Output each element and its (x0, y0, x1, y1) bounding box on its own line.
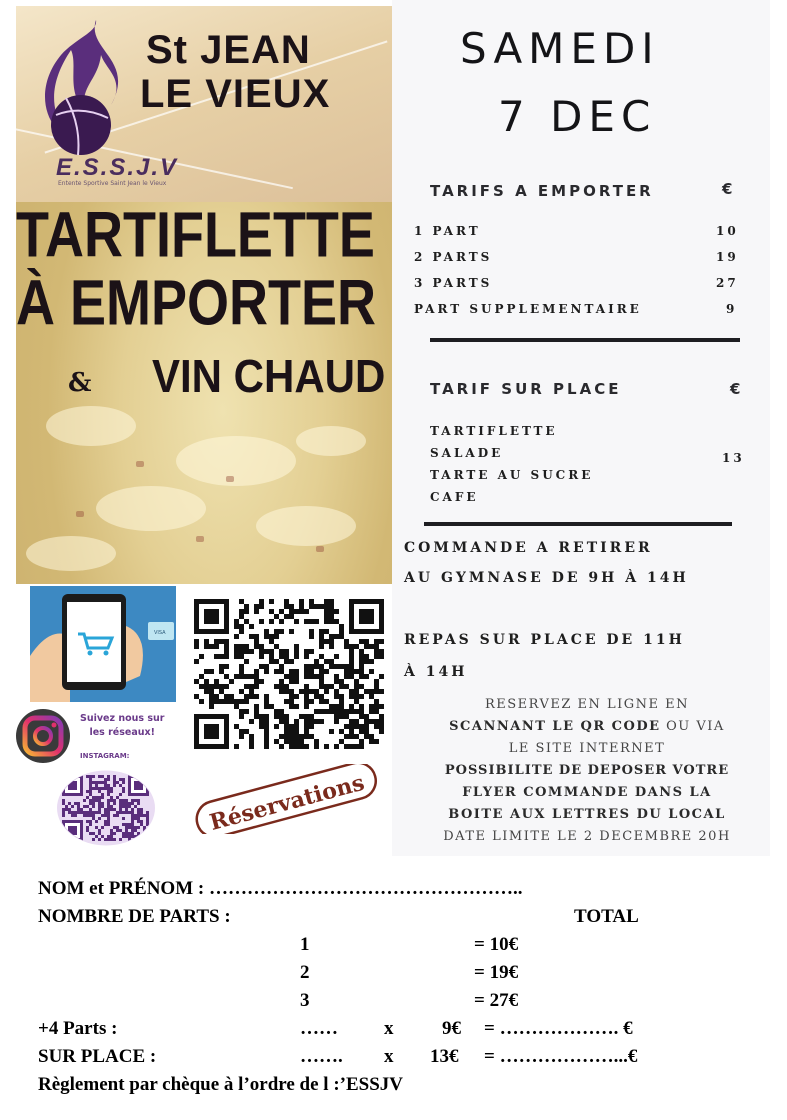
pickup-line: COMMANDE A RETIRER (404, 540, 653, 556)
reservation-info: RESERVEZ EN LIGNE EN SCANNANT LE QR CODE OU VIA LE SITE INTERNET POSSIBILITE DE DEPOSER VOTRE FLYER COMMANDE DANS LA BOITE AUX LETTRES DU LOCAL DATE LIMITE LE 2 DECEMBRE 20H (443, 697, 731, 844)
extra-price: 9€ (442, 1018, 461, 1039)
option-total: = 10€ (474, 934, 519, 955)
takeaway-row-label: 3 PARTS (414, 276, 493, 290)
club-logo-text: E.S.S.J.V (56, 154, 179, 181)
instagram-icon[interactable] (14, 708, 72, 764)
poster-title-line2: LE VIEUX (140, 72, 331, 116)
phone-order-illustration (30, 586, 176, 702)
option-qty[interactable]: 3 (300, 990, 310, 1011)
option-qty[interactable]: 1 (300, 934, 310, 955)
reservations-stamp (186, 764, 386, 834)
takeaway-row-label: 1 PART (414, 224, 481, 238)
takeaway-row-label: 2 PARTS (414, 250, 493, 264)
total-label: TOTAL (574, 906, 639, 927)
onsite-hours-line: REPAS SUR PLACE DE 11H (404, 632, 685, 648)
takeaway-currency: € (722, 180, 736, 198)
onsite-header: TARIF SUR PLACE (430, 380, 622, 398)
divider (424, 522, 732, 526)
onsite-item: TARTIFLETTE (430, 424, 558, 438)
onsite-price: 13 (722, 451, 745, 465)
onsite-currency: € (730, 380, 744, 398)
shopping-phone-icon (30, 586, 176, 702)
card-text: VISA (154, 630, 166, 636)
reservation-qr-code[interactable] (194, 598, 384, 750)
headline-tartiflette: TARTIFLETTE (16, 200, 375, 271)
extra-total-field[interactable]: = ………………. € (484, 1018, 633, 1039)
poster-title-line1: St JEAN (146, 28, 311, 72)
onsite-item: CAFE (430, 490, 479, 504)
follow-us-text: Suivez nous sur les réseaux! (80, 713, 165, 738)
takeaway-row-price: 10 (716, 224, 739, 238)
payment-note: Règlement par chèque à l’ordre de l :’ESSJV (38, 1074, 404, 1095)
extra-times: x (384, 1018, 394, 1039)
parts-label: NOMBRE DE PARTS : (38, 906, 231, 927)
onsite-qty-field[interactable]: ……. (300, 1046, 343, 1067)
divider (430, 338, 740, 342)
takeaway-row-price: 27 (716, 276, 739, 290)
headline-a-emporter: À EMPORTER (16, 268, 377, 339)
name-field-label[interactable]: NOM et PRÉNOM : ………………………………………….. (38, 878, 523, 899)
extra-qty-field[interactable]: …… (300, 1018, 338, 1039)
onsite-total-field[interactable]: = ………………...€ (484, 1046, 638, 1067)
onsite-item: TARTE AU SUCRE (430, 468, 594, 482)
instagram-qr-code[interactable] (56, 770, 156, 846)
takeaway-header: TARIFS A EMPORTER (430, 182, 654, 200)
option-total: = 27€ (474, 990, 519, 1011)
headline-ampersand: & (68, 368, 92, 398)
extra-parts-label: +4 Parts : (38, 1018, 118, 1039)
option-total: = 19€ (474, 962, 519, 983)
headline-vin-chaud: VIN CHAUD (152, 350, 386, 402)
event-date: 7 DEC (498, 92, 657, 141)
onsite-hours-line: À 14H (404, 664, 468, 680)
takeaway-row-price: 9 (726, 302, 738, 316)
instagram-qr-icon (56, 770, 156, 846)
event-day: SAMEDI (460, 24, 660, 73)
onsite-times: x (384, 1046, 394, 1067)
option-qty[interactable]: 2 (300, 962, 310, 983)
onsite-label: SUR PLACE : (38, 1046, 157, 1067)
takeaway-row-label: PART SUPPLEMENTAIRE (414, 302, 642, 316)
pickup-line: AU GYMNASE DE 9H À 14H (404, 570, 689, 586)
qr-code-icon (194, 598, 384, 750)
onsite-form-price: 13€ (430, 1046, 459, 1067)
onsite-item: SALADE (430, 446, 504, 460)
takeaway-row-price: 19 (716, 250, 739, 264)
stamp-text: Réservations (206, 769, 368, 834)
poster-image (16, 6, 392, 584)
club-subtitle: Entente Sportive Saint Jean le Vieux (58, 180, 167, 187)
instagram-label: INSTAGRAM: (80, 752, 130, 760)
flame-logo-icon (26, 10, 146, 160)
